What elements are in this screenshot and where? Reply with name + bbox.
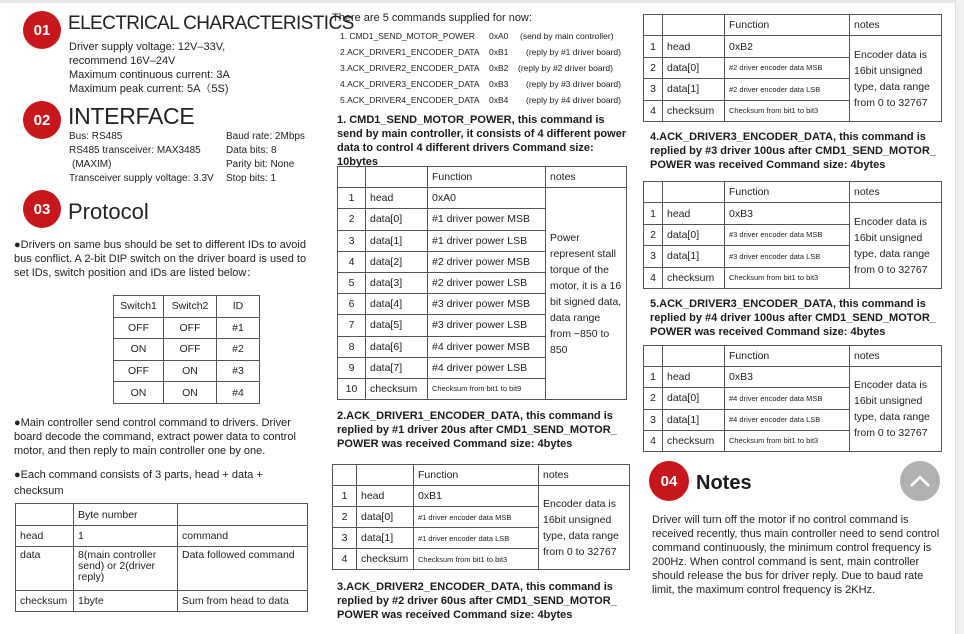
column-header [663,182,725,203]
byte-function: #4 driver power LSB [428,357,546,378]
byte-name: data[0] [663,224,725,245]
section-number-badge: 03 [23,190,61,228]
byte-function: #2 driver power MSB [428,251,546,272]
column-header [357,465,414,486]
byte-index: 4 [338,251,366,272]
notes-cell: Encoder data is 16bit unsigned type, data range from 0 to 32767 [539,486,630,570]
byte-index: 1 [644,203,663,224]
byte-name: checksum [663,267,725,288]
byte-name: data[3] [366,272,428,293]
command-code: 0xA0 [489,31,509,41]
byte-name: data[2] [366,251,428,272]
section-title: Notes [696,472,752,494]
command-name: 4.ACK_DRIVER3_ENCODER_DATA [340,79,480,89]
table-header-row [644,15,942,36]
table-cell: checksum [16,591,74,612]
command-name: 1. CMD1_SEND_MOTOR_POWER [340,31,475,41]
column-header [644,346,663,367]
column-header [178,504,308,526]
byte-function: 0xB3 [725,367,850,388]
notes-cell: Encoder data is 16bit unsigned type, data range from 0 to 32767 [850,203,942,289]
section-number-badge: 01 [23,11,61,49]
command2-description: 2.ACK_DRIVER1_ENCODER_DATA, this command is replied by #1 driver 20us after CMD1_SEND_MOTOR_ POWER was received Command size: 4bytes [337,410,617,450]
byte-function: #3 driver encoder data LSB [725,246,850,267]
column-header: Switch1 [114,296,164,318]
spec-line: RS485 transceiver: MAX3485 [69,145,201,156]
column-header: ID [217,296,260,318]
column-header: Byte number [74,504,178,526]
byte-name: data[5] [366,315,428,336]
table-cell: Data followed command [178,547,308,591]
command5-description: 5.ACK_DRIVER3_ENCODER_DATA, this command is replied by #4 driver 100us after CMD1_SEND_MOTOR_ POWER was received Command size: 4bytes [650,298,936,338]
table-cell: OFF [164,317,217,339]
table-row [16,526,308,547]
table-cell: Sum from head to data [178,591,308,612]
byte-index: 1 [644,36,663,57]
byte-name: data[7] [366,357,428,378]
ack-driver3-table [643,181,942,289]
byte-index: 2 [333,507,357,528]
column-header [663,15,725,36]
byte-name: data[1] [663,246,725,267]
column-header [338,167,366,188]
column-header: notes [539,465,630,486]
column-header: Function [414,465,539,486]
byte-function: Checksum from bit1 to bit3 [414,549,539,570]
column-header: Function [725,182,850,203]
byte-index: 4 [644,430,663,451]
byte-function: 0xB3 [725,203,850,224]
interface-specs-left [69,130,214,186]
table-cell: #2 [217,339,260,361]
table-row [333,486,630,507]
table-cell: OFF [114,317,164,339]
commands-list [340,28,630,110]
table-cell: OFF [114,360,164,382]
byte-function: #1 driver power MSB [428,209,546,230]
byte-function: Checksum from bit1 to bit3 [725,430,850,451]
command-name: 3.ACK_DRIVER2_ENCODER_DATA [340,63,480,73]
byte-function: Checksum from bit1 to bit3 [725,267,850,288]
cmd-send-motor-power-table [337,166,627,400]
byte-function: #2 driver encoder data MSB [725,57,850,78]
byte-index: 1 [338,188,366,209]
byte-name: data[0] [663,57,725,78]
byte-index: 3 [644,246,663,267]
command-structure-paragraph: ●Each command consists of 3 parts, head + data + checksum [14,469,263,497]
column-header: Switch2 [164,296,217,318]
table-row [338,188,627,209]
table-row [16,547,308,591]
table-row [644,367,942,388]
table-cell: #3 [217,360,260,382]
byte-function: #2 driver power LSB [428,272,546,293]
spec-line: Bus: RS485 [69,131,123,142]
byte-index: 2 [644,57,663,78]
table-header-row [333,465,630,486]
byte-index: 4 [644,267,663,288]
table-header-row [338,167,627,188]
command4-description: 4.ACK_DRIVER3_ENCODER_DATA, this command is replied by #3 driver 100us after CMD1_SEND_MOTOR_ POWER was received Command size: 4bytes [650,131,936,171]
command-code: 0xB3 [489,79,509,89]
section-title: ELECTRICAL CHARACTERISTICS [68,13,354,34]
column-header [644,182,663,203]
interface-specs-right [226,130,305,186]
command-description: (reply by #1 driver board) [526,47,621,57]
byte-index: 6 [338,294,366,315]
column-header: Function [725,15,850,36]
byte-name: data[6] [366,336,428,357]
table-row [114,382,260,404]
spec-line: Parity bit: None [226,159,295,170]
byte-function: 0xB1 [414,486,539,507]
byte-name: head [357,486,414,507]
command-code: 0xB1 [489,47,509,57]
section-title: INTERFACE [68,103,195,129]
column-header: Function [725,346,850,367]
byte-index: 3 [644,409,663,430]
spec-line: Transceiver supply voltage: 3.3V [69,173,214,184]
ack-driver4-table [643,345,942,452]
byte-function: Checksum from bit1 to bit9 [428,378,546,399]
table-cell: ON [114,339,164,361]
byte-function: 0xB2 [725,36,850,57]
byte-index: 4 [333,549,357,570]
table-cell: ON [114,382,164,404]
byte-index: 3 [333,528,357,549]
byte-name: checksum [357,549,414,570]
section-number-badge: 04 [649,461,689,501]
byte-index: 2 [644,388,663,409]
command-description: (reply by #2 driver board) [518,63,613,73]
byte-index: 7 [338,315,366,336]
command-code: 0xB2 [489,63,509,73]
table-cell: ON [164,382,217,404]
table-row [16,591,308,612]
byte-index: 3 [338,230,366,251]
command1-description: 1. CMD1_SEND_MOTOR_POWER, this command is send by main controller, it consists of 4 different power data to control 4 different drivers Command size: 10bytes [337,114,627,168]
dip-switch-paragraph: ●Drivers on same bus should be set to different IDs to avoid bus conflict. A 2-bit DIP switch on the driver board is used to set IDs, switch position and IDs are listed below： [14,239,307,279]
table-cell: 1 [74,526,178,547]
commands-intro: There are 5 commands supplied for now: [332,12,532,24]
command-description: (reply by #3 driver board) [526,79,621,89]
spec-line: Data bits: 8 [226,145,277,156]
column-header [16,504,74,526]
command-description: (send by main controller) [520,31,614,41]
chevron-up-icon [909,474,931,488]
table-row [644,36,942,57]
column-header: notes [850,182,942,203]
column-header: Function [428,167,546,188]
command-description: (reply by #4 driver board) [526,95,621,105]
table-cell: head [16,526,74,547]
byte-function: #2 driver encoder data LSB [725,79,850,100]
column-header: notes [850,346,942,367]
byte-index: 3 [644,79,663,100]
section-number-badge: 02 [23,101,61,139]
section-title: Protocol [68,199,149,224]
byte-function: #3 driver encoder data MSB [725,224,850,245]
spec-line: recommend 16V–24V [69,55,176,67]
byte-name: data[0] [366,209,428,230]
command-name: 5.ACK_DRIVER4_ENCODER_DATA [340,95,480,105]
command-code: 0xB4 [489,95,509,105]
scrollbar[interactable] [955,0,964,634]
table-cell: data [16,547,74,591]
byte-name: checksum [663,100,725,121]
byte-function: #1 driver power LSB [428,230,546,251]
command3-description: 3.ACK_DRIVER2_ENCODER_DATA, this command is replied by #2 driver 60us after CMD1_SEND_MOTOR_ POWER was received Command size: 4bytes [337,581,617,621]
byte-index: 9 [338,357,366,378]
byte-name: head [366,188,428,209]
byte-name: data[1] [663,79,725,100]
spec-line: (MAXIM) [72,159,112,170]
notes-cell: Encoder data is 16bit unsigned type, data range from 0 to 32767 [850,367,942,452]
byte-function: Checksum from bit1 to bit3 [725,100,850,121]
table-row [114,317,260,339]
table-cell: OFF [164,339,217,361]
byte-function: #4 driver power MSB [428,336,546,357]
command-name: 2.ACK_DRIVER1_ENCODER_DATA [340,47,480,57]
table-row [114,339,260,361]
byte-function: #4 driver encoder data MSB [725,388,850,409]
byte-name: data[1] [366,230,428,251]
byte-name: data[1] [663,409,725,430]
byte-name: checksum [366,378,428,399]
byte-index: 1 [644,367,663,388]
byte-index: 8 [338,336,366,357]
byte-index: 10 [338,378,366,399]
byte-name: data[0] [357,507,414,528]
table-cell: #1 [217,317,260,339]
table-cell: command [178,526,308,547]
column-header: notes [546,167,627,188]
table-cell: ON [164,360,217,382]
column-header [333,465,357,486]
byte-function: #3 driver power MSB [428,294,546,315]
scroll-to-top-button[interactable] [900,461,940,501]
byte-function: #1 driver encoder data LSB [414,528,539,549]
table-cell: 8(main controller send) or 2(driver reply) [74,547,178,591]
byte-name: data[4] [366,294,428,315]
byte-function: 0xA0 [428,188,546,209]
electrical-specs [69,40,230,96]
byte-name: head [663,36,725,57]
table-row [114,360,260,382]
spec-line: Maximum peak current: 5A（5S) [69,83,229,95]
notes-cell: Power represent stall torque of the motor, it is a 16 bit signed data, data range from −850 to 850 [546,188,627,400]
byte-name: head [663,367,725,388]
spec-line: Stop bits: 1 [226,173,277,184]
column-header [644,15,663,36]
ack-driver2-table [643,14,942,122]
column-header [663,346,725,367]
byte-function: #3 driver power LSB [428,315,546,336]
byte-name: data[1] [357,528,414,549]
byte-name: head [663,203,725,224]
byte-index: 2 [644,224,663,245]
column-header [366,167,428,188]
dip-switch-table [113,295,260,404]
command-structure-table [15,503,308,612]
command-flow-paragraph: ●Main controller send control command to drivers. Driver board decode the command, extract power data to control motor, and then reply to main controller one by one. [14,417,296,457]
table-header-row [644,346,942,367]
ack-driver1-table [332,464,630,570]
table-cell: 1byte [74,591,178,612]
spec-line: Baud rate: 2Mbps [226,131,305,142]
table-header-row [16,504,308,526]
spec-line: Maximum continuous current: 3A [69,69,230,81]
byte-function: #4 driver encoder data LSB [725,409,850,430]
notes-paragraph: Driver will turn off the motor if no control command is received recently, thus main controller need to send control command continuously, the minimum control frequency is 200Hz. When control command is sent, main controller should release the bus for driver reply. Due to baud rate limit, the maximum control frequency is 2KHz. [652,514,940,596]
table-header-row [114,296,260,318]
notes-cell: Encoder data is 16bit unsigned type, data range from 0 to 32767 [850,36,942,122]
table-header-row [644,182,942,203]
byte-index: 2 [338,209,366,230]
table-row [644,203,942,224]
byte-name: data[0] [663,388,725,409]
top-divider [0,0,955,3]
byte-index: 1 [333,486,357,507]
column-header: notes [850,15,942,36]
byte-index: 5 [338,272,366,293]
table-cell: #4 [217,382,260,404]
byte-index: 4 [644,100,663,121]
spec-line: Driver supply voltage: 12V–33V, [69,41,226,53]
byte-name: checksum [663,430,725,451]
byte-function: #1 driver encoder data MSB [414,507,539,528]
